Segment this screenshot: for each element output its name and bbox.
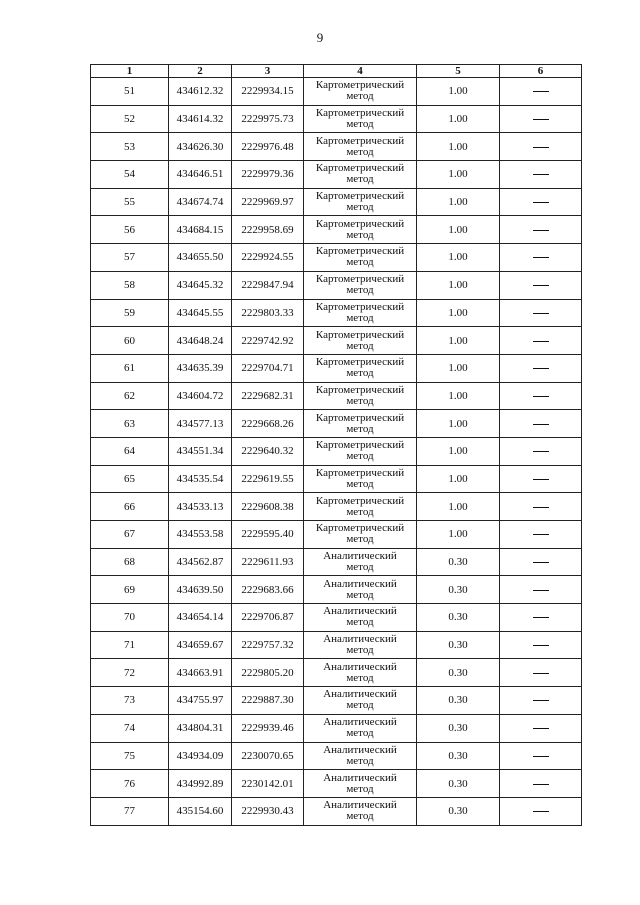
- table-row: [91, 299, 582, 327]
- y-coordinate-cell: 2230070.65: [232, 742, 304, 770]
- y-coordinate-cell: 2229924.55: [232, 244, 304, 272]
- y-coordinate-cell: 2229757.32: [232, 631, 304, 659]
- dash-mark: [533, 534, 549, 535]
- accuracy-cell: 0.30: [417, 631, 500, 659]
- method-cell: [304, 742, 417, 770]
- y-coordinate-cell: 2229668.26: [232, 410, 304, 438]
- method-cell: [304, 354, 417, 382]
- point-number-cell: 64: [91, 437, 169, 465]
- point-number-cell: 60: [91, 327, 169, 355]
- method-cell: [304, 299, 417, 327]
- method-word: метод: [346, 201, 374, 214]
- method-name: Картометрический: [315, 328, 405, 341]
- table-row: [91, 604, 582, 632]
- method-name: Картометрический: [315, 356, 405, 369]
- description-cell: [500, 161, 582, 189]
- method-word: метод: [346, 173, 374, 186]
- accuracy-cell: 1.00: [417, 216, 500, 244]
- method-name: Картометрический: [315, 273, 405, 286]
- table-header-row: [91, 65, 582, 78]
- y-coordinate-cell: 2230142.01: [232, 770, 304, 798]
- accuracy-cell: 1.00: [417, 354, 500, 382]
- accuracy-cell: 1.00: [417, 271, 500, 299]
- point-number-cell: 71: [91, 631, 169, 659]
- method-cell: [304, 437, 417, 465]
- point-number-cell: 75: [91, 742, 169, 770]
- method-cell: [304, 631, 417, 659]
- method-cell: [304, 659, 417, 687]
- accuracy-cell: 0.30: [417, 742, 500, 770]
- method-word: метод: [346, 505, 374, 518]
- x-coordinate-cell: 434663.91: [169, 659, 232, 687]
- method-word: метод: [346, 754, 374, 767]
- y-coordinate-cell: 2229742.92: [232, 327, 304, 355]
- description-cell: [500, 105, 582, 133]
- y-coordinate-cell: 2229640.32: [232, 437, 304, 465]
- description-cell: [500, 576, 582, 604]
- point-number-cell: 73: [91, 687, 169, 715]
- point-number-cell: 66: [91, 493, 169, 521]
- x-coordinate-cell: 434562.87: [169, 548, 232, 576]
- y-coordinate-cell: 2229608.38: [232, 493, 304, 521]
- method-cell: [304, 244, 417, 272]
- accuracy-cell: 1.00: [417, 327, 500, 355]
- column-header: 1: [91, 65, 169, 78]
- point-number-cell: 68: [91, 548, 169, 576]
- table-row: [91, 105, 582, 133]
- table-row: [91, 161, 582, 189]
- description-cell: [500, 299, 582, 327]
- y-coordinate-cell: 2229595.40: [232, 521, 304, 549]
- description-cell: [500, 604, 582, 632]
- dash-mark: [533, 174, 549, 175]
- method-cell: [304, 161, 417, 189]
- accuracy-cell: 1.00: [417, 410, 500, 438]
- y-coordinate-cell: 2229706.87: [232, 604, 304, 632]
- table-row: [91, 465, 582, 493]
- accuracy-cell: 1.00: [417, 465, 500, 493]
- description-cell: [500, 382, 582, 410]
- accuracy-cell: 1.00: [417, 521, 500, 549]
- method-cell: [304, 770, 417, 798]
- dash-mark: [533, 424, 549, 425]
- table-row: [91, 576, 582, 604]
- dash-mark: [533, 230, 549, 231]
- accuracy-cell: 1.00: [417, 133, 500, 161]
- dash-mark: [533, 784, 549, 785]
- x-coordinate-cell: 434659.67: [169, 631, 232, 659]
- method-name: Картометрический: [315, 245, 405, 258]
- description-cell: [500, 548, 582, 576]
- y-coordinate-cell: 2229979.36: [232, 161, 304, 189]
- x-coordinate-cell: 434655.50: [169, 244, 232, 272]
- method-name: Аналитический: [323, 633, 397, 646]
- method-name: Аналитический: [323, 550, 397, 563]
- x-coordinate-cell: 434626.30: [169, 133, 232, 161]
- method-name: Картометрический: [315, 162, 405, 175]
- x-coordinate-cell: 434639.50: [169, 576, 232, 604]
- dash-mark: [533, 368, 549, 369]
- method-name: Картометрический: [315, 217, 405, 230]
- x-coordinate-cell: 434553.58: [169, 521, 232, 549]
- description-cell: [500, 244, 582, 272]
- table-row: [91, 216, 582, 244]
- table-row: [91, 687, 582, 715]
- point-number-cell: 51: [91, 78, 169, 106]
- x-coordinate-cell: 434551.34: [169, 437, 232, 465]
- method-word: метод: [346, 699, 374, 712]
- accuracy-cell: 1.00: [417, 382, 500, 410]
- y-coordinate-cell: 2229958.69: [232, 216, 304, 244]
- table-row: [91, 548, 582, 576]
- table-row: [91, 742, 582, 770]
- x-coordinate-cell: 434604.72: [169, 382, 232, 410]
- dash-mark: [533, 617, 549, 618]
- point-number-cell: 54: [91, 161, 169, 189]
- coordinates-table: [90, 64, 582, 826]
- dash-mark: [533, 673, 549, 674]
- point-number-cell: 53: [91, 133, 169, 161]
- accuracy-cell: 1.00: [417, 493, 500, 521]
- table-row: [91, 327, 582, 355]
- method-name: Аналитический: [323, 799, 397, 812]
- accuracy-cell: 0.30: [417, 548, 500, 576]
- table-row: [91, 659, 582, 687]
- method-word: метод: [346, 367, 374, 380]
- point-number-cell: 55: [91, 188, 169, 216]
- method-cell: [304, 521, 417, 549]
- point-number-cell: 67: [91, 521, 169, 549]
- dash-mark: [533, 451, 549, 452]
- method-word: метод: [346, 284, 374, 297]
- description-cell: [500, 714, 582, 742]
- method-cell: [304, 327, 417, 355]
- method-word: метод: [346, 616, 374, 629]
- method-cell: [304, 493, 417, 521]
- dash-mark: [533, 590, 549, 591]
- dash-mark: [533, 811, 549, 812]
- description-cell: [500, 465, 582, 493]
- x-coordinate-cell: 434755.97: [169, 687, 232, 715]
- accuracy-cell: 1.00: [417, 105, 500, 133]
- x-coordinate-cell: 434612.32: [169, 78, 232, 106]
- method-cell: [304, 687, 417, 715]
- method-cell: [304, 188, 417, 216]
- dash-mark: [533, 728, 549, 729]
- description-cell: [500, 493, 582, 521]
- dash-mark: [533, 91, 549, 92]
- method-name: Аналитический: [323, 577, 397, 590]
- y-coordinate-cell: 2229930.43: [232, 797, 304, 825]
- accuracy-cell: 1.00: [417, 299, 500, 327]
- point-number-cell: 63: [91, 410, 169, 438]
- method-word: метод: [346, 90, 374, 103]
- method-name: Картометрический: [315, 134, 405, 147]
- method-cell: [304, 216, 417, 244]
- table-row: [91, 78, 582, 106]
- method-word: метод: [346, 450, 374, 463]
- column-header: 5: [417, 65, 500, 78]
- description-cell: [500, 687, 582, 715]
- table-row: [91, 188, 582, 216]
- column-header: 6: [500, 65, 582, 78]
- method-word: метод: [346, 727, 374, 740]
- dash-mark: [533, 756, 549, 757]
- point-number-cell: 61: [91, 354, 169, 382]
- method-cell: [304, 105, 417, 133]
- table-row: [91, 521, 582, 549]
- method-cell: [304, 604, 417, 632]
- y-coordinate-cell: 2229976.48: [232, 133, 304, 161]
- method-word: метод: [346, 561, 374, 574]
- method-word: метод: [346, 782, 374, 795]
- x-coordinate-cell: 434684.15: [169, 216, 232, 244]
- description-cell: [500, 742, 582, 770]
- accuracy-cell: 0.30: [417, 659, 500, 687]
- method-word: метод: [346, 810, 374, 823]
- method-name: Картометрический: [315, 300, 405, 313]
- table-row: [91, 797, 582, 825]
- column-header: 4: [304, 65, 417, 78]
- table-row: [91, 133, 582, 161]
- x-coordinate-cell: 434614.32: [169, 105, 232, 133]
- method-name: Картометрический: [315, 522, 405, 535]
- dash-mark: [533, 700, 549, 701]
- method-name: Аналитический: [323, 605, 397, 618]
- method-name: Картометрический: [315, 107, 405, 120]
- method-name: Аналитический: [323, 660, 397, 673]
- x-coordinate-cell: 434645.55: [169, 299, 232, 327]
- dash-mark: [533, 341, 549, 342]
- x-coordinate-cell: 434804.31: [169, 714, 232, 742]
- method-word: метод: [346, 339, 374, 352]
- dash-mark: [533, 396, 549, 397]
- description-cell: [500, 188, 582, 216]
- method-word: метод: [346, 588, 374, 601]
- method-cell: [304, 410, 417, 438]
- point-number-cell: 77: [91, 797, 169, 825]
- method-cell: [304, 382, 417, 410]
- method-word: метод: [346, 422, 374, 435]
- description-cell: [500, 271, 582, 299]
- method-word: метод: [346, 118, 374, 131]
- accuracy-cell: 0.30: [417, 797, 500, 825]
- point-number-cell: 70: [91, 604, 169, 632]
- method-cell: [304, 576, 417, 604]
- method-word: метод: [346, 256, 374, 269]
- description-cell: [500, 521, 582, 549]
- y-coordinate-cell: 2229969.97: [232, 188, 304, 216]
- method-cell: [304, 133, 417, 161]
- method-cell: [304, 714, 417, 742]
- point-number-cell: 59: [91, 299, 169, 327]
- x-coordinate-cell: 434535.54: [169, 465, 232, 493]
- method-name: Картометрический: [315, 466, 405, 479]
- accuracy-cell: 1.00: [417, 188, 500, 216]
- method-word: метод: [346, 671, 374, 684]
- table-row: [91, 631, 582, 659]
- page-number: 9: [316, 30, 324, 45]
- x-coordinate-cell: 434635.39: [169, 354, 232, 382]
- x-coordinate-cell: 434934.09: [169, 742, 232, 770]
- point-number-cell: 58: [91, 271, 169, 299]
- point-number-cell: 57: [91, 244, 169, 272]
- method-cell: [304, 548, 417, 576]
- method-name: Картометрический: [315, 439, 405, 452]
- accuracy-cell: 0.30: [417, 714, 500, 742]
- table-row: [91, 410, 582, 438]
- dash-mark: [533, 645, 549, 646]
- point-number-cell: 74: [91, 714, 169, 742]
- description-cell: [500, 354, 582, 382]
- y-coordinate-cell: 2229803.33: [232, 299, 304, 327]
- accuracy-cell: 0.30: [417, 576, 500, 604]
- method-name: Аналитический: [323, 743, 397, 756]
- description-cell: [500, 216, 582, 244]
- table-row: [91, 271, 582, 299]
- x-coordinate-cell: 435154.60: [169, 797, 232, 825]
- accuracy-cell: 0.30: [417, 687, 500, 715]
- y-coordinate-cell: 2229619.55: [232, 465, 304, 493]
- accuracy-cell: 0.30: [417, 604, 500, 632]
- accuracy-cell: 1.00: [417, 244, 500, 272]
- y-coordinate-cell: 2229887.30: [232, 687, 304, 715]
- method-cell: [304, 271, 417, 299]
- table-row: [91, 493, 582, 521]
- point-number-cell: 62: [91, 382, 169, 410]
- description-cell: [500, 659, 582, 687]
- method-name: Аналитический: [323, 771, 397, 784]
- method-name: Аналитический: [323, 716, 397, 729]
- dash-mark: [533, 147, 549, 148]
- point-number-cell: 72: [91, 659, 169, 687]
- x-coordinate-cell: 434648.24: [169, 327, 232, 355]
- point-number-cell: 65: [91, 465, 169, 493]
- y-coordinate-cell: 2229934.15: [232, 78, 304, 106]
- method-word: метод: [346, 394, 374, 407]
- dash-mark: [533, 479, 549, 480]
- dash-mark: [533, 202, 549, 203]
- description-cell: [500, 631, 582, 659]
- point-number-cell: 76: [91, 770, 169, 798]
- dash-mark: [533, 562, 549, 563]
- x-coordinate-cell: 434674.74: [169, 188, 232, 216]
- method-word: метод: [346, 228, 374, 241]
- x-coordinate-cell: 434654.14: [169, 604, 232, 632]
- dash-mark: [533, 257, 549, 258]
- accuracy-cell: 1.00: [417, 161, 500, 189]
- x-coordinate-cell: 434992.89: [169, 770, 232, 798]
- y-coordinate-cell: 2229939.46: [232, 714, 304, 742]
- column-header: 2: [169, 65, 232, 78]
- accuracy-cell: 0.30: [417, 770, 500, 798]
- description-cell: [500, 410, 582, 438]
- x-coordinate-cell: 434533.13: [169, 493, 232, 521]
- method-word: метод: [346, 533, 374, 546]
- y-coordinate-cell: 2229683.66: [232, 576, 304, 604]
- method-cell: [304, 797, 417, 825]
- table-body: [91, 78, 582, 826]
- y-coordinate-cell: 2229611.93: [232, 548, 304, 576]
- accuracy-cell: 1.00: [417, 437, 500, 465]
- table-row: [91, 770, 582, 798]
- accuracy-cell: 1.00: [417, 78, 500, 106]
- dash-mark: [533, 285, 549, 286]
- table-row: [91, 354, 582, 382]
- method-word: метод: [346, 477, 374, 490]
- table-row: [91, 244, 582, 272]
- method-word: метод: [346, 644, 374, 657]
- dash-mark: [533, 119, 549, 120]
- table-row: [91, 714, 582, 742]
- method-name: Картометрический: [315, 190, 405, 203]
- method-name: Картометрический: [315, 411, 405, 424]
- method-name: Аналитический: [323, 688, 397, 701]
- point-number-cell: 69: [91, 576, 169, 604]
- point-number-cell: 56: [91, 216, 169, 244]
- description-cell: [500, 78, 582, 106]
- dash-mark: [533, 507, 549, 508]
- description-cell: [500, 327, 582, 355]
- dash-mark: [533, 313, 549, 314]
- x-coordinate-cell: 434577.13: [169, 410, 232, 438]
- method-cell: [304, 465, 417, 493]
- column-header: 3: [232, 65, 304, 78]
- y-coordinate-cell: 2229847.94: [232, 271, 304, 299]
- table-row: [91, 382, 582, 410]
- method-word: метод: [346, 311, 374, 324]
- description-cell: [500, 133, 582, 161]
- x-coordinate-cell: 434646.51: [169, 161, 232, 189]
- y-coordinate-cell: 2229975.73: [232, 105, 304, 133]
- point-number-cell: 52: [91, 105, 169, 133]
- method-name: Картометрический: [315, 494, 405, 507]
- x-coordinate-cell: 434645.32: [169, 271, 232, 299]
- description-cell: [500, 437, 582, 465]
- y-coordinate-cell: 2229805.20: [232, 659, 304, 687]
- method-cell: [304, 78, 417, 106]
- y-coordinate-cell: 2229704.71: [232, 354, 304, 382]
- description-cell: [500, 770, 582, 798]
- method-name: Картометрический: [315, 79, 405, 92]
- method-word: метод: [346, 145, 374, 158]
- table-row: [91, 437, 582, 465]
- y-coordinate-cell: 2229682.31: [232, 382, 304, 410]
- method-name: Картометрический: [315, 383, 405, 396]
- description-cell: [500, 797, 582, 825]
